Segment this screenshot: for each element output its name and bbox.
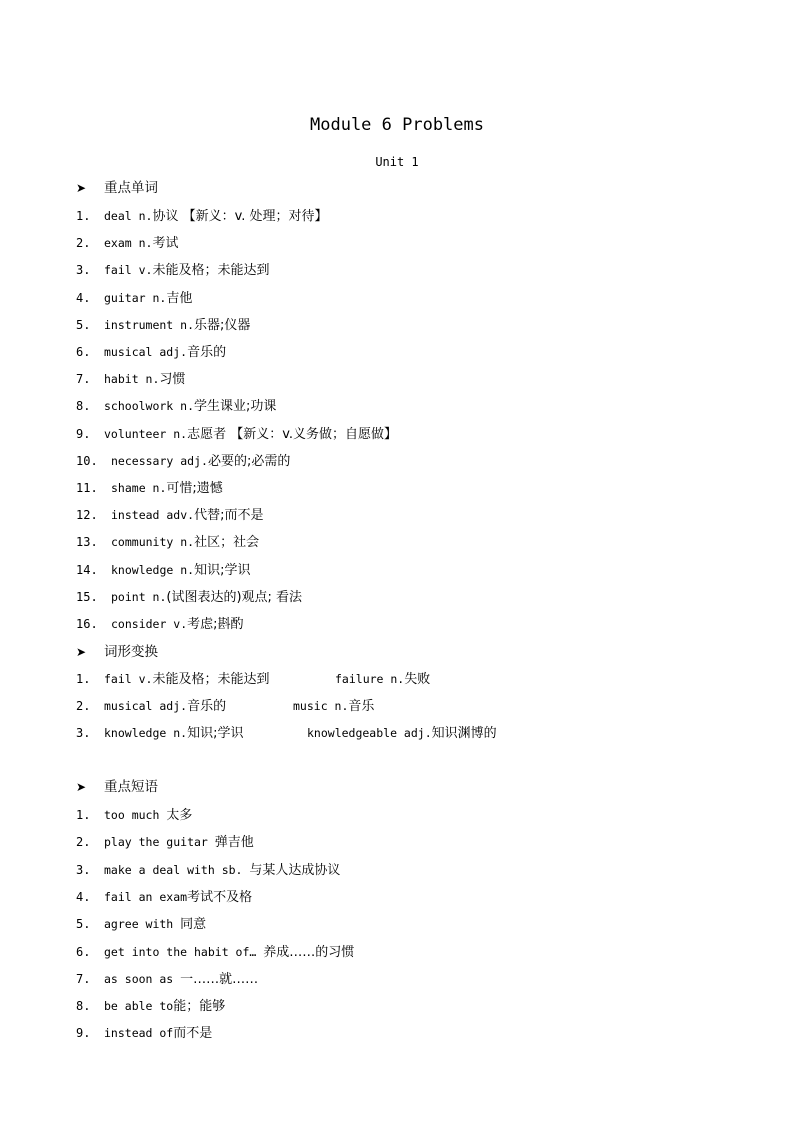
item-english: volunteer n.: [104, 426, 188, 441]
item-chinese: 未能及格；未能达到: [152, 672, 270, 687]
unit-subtitle: Unit 1: [375, 155, 419, 169]
item-english: be able to: [104, 999, 174, 1014]
item-chinese: 社区；社会: [194, 535, 260, 551]
item-chinese: 考试不及格: [187, 889, 253, 905]
item-number: 9.: [76, 1026, 91, 1041]
item-chinese: 协议 【新义：v. 处理；对待】: [152, 209, 328, 224]
item-content: [104, 696, 226, 717]
item-content: [104, 288, 192, 309]
item-number: 3.: [76, 263, 91, 278]
item-chinese: 必要的;必需的: [207, 453, 291, 469]
item-english: fail an exam: [104, 889, 188, 904]
section-heading-text: 词形变换: [104, 644, 158, 660]
item-content: [104, 424, 397, 445]
item-number: 8.: [76, 399, 91, 414]
item-english: point n.: [111, 589, 167, 604]
item-english: fail v.: [104, 263, 153, 278]
item-english: agree with: [104, 917, 181, 932]
item-chinese-derived: 知识渊博的: [431, 726, 497, 742]
item-chinese: 志愿者 【新义：v.义务做；自愿做】: [187, 426, 398, 442]
item-chinese: (试图表达的)观点; 看法: [166, 589, 303, 605]
item-chinese: 一……就……: [180, 971, 259, 987]
item-number: 12.: [76, 508, 98, 523]
item-content: [111, 587, 302, 608]
item-content: [111, 478, 223, 499]
item-english-derived: music n.: [293, 699, 349, 714]
item-number: 2.: [76, 236, 91, 251]
item-number: 1.: [76, 672, 91, 686]
item-content: [104, 315, 250, 336]
section-heading-text: 重点单词: [104, 180, 158, 196]
item-number: 4.: [76, 290, 91, 305]
arrow-bullet-icon: ➤: [76, 780, 87, 794]
item-content: [111, 532, 259, 553]
arrow-bullet-icon: ➤: [76, 181, 87, 195]
item-english: too much: [104, 808, 167, 822]
item-derived-form: [293, 696, 374, 717]
item-number: 5.: [76, 917, 91, 932]
item-number: 9.: [76, 426, 91, 441]
item-chinese: 同意: [180, 917, 207, 933]
item-chinese: 知识;学识: [187, 726, 244, 742]
item-number: 8.: [76, 999, 91, 1014]
item-content: [104, 942, 354, 963]
item-chinese: 习惯: [159, 372, 186, 388]
item-chinese: 代替;而不是: [194, 508, 264, 524]
item-content: [104, 260, 269, 281]
item-english: habit n.: [104, 372, 160, 387]
item-chinese: 而不是: [173, 1026, 213, 1042]
item-english: play the guitar: [104, 835, 215, 850]
item-content: [104, 233, 178, 254]
item-english: consider v.: [111, 617, 188, 631]
item-chinese: 音乐的: [187, 699, 227, 715]
item-chinese: 可惜;遗憾: [166, 481, 223, 496]
item-english: necessary adj.: [111, 453, 208, 468]
item-chinese: 与某人达成协议: [249, 862, 341, 878]
item-number: 7.: [76, 372, 91, 387]
item-chinese: 太多: [166, 808, 193, 823]
item-english: community n.: [111, 535, 195, 550]
item-content: [104, 969, 258, 990]
item-number: 1.: [76, 209, 91, 223]
item-number: 3.: [76, 862, 91, 877]
item-number: 16.: [76, 617, 98, 631]
item-english: get into the habit of…: [104, 944, 264, 959]
item-chinese: 知识;学识: [194, 562, 251, 578]
item-content: [111, 560, 250, 581]
section-heading-text: 重点短语: [104, 779, 158, 795]
item-content: [104, 805, 192, 826]
item-number: 10.: [76, 453, 98, 468]
item-number: 3.: [76, 726, 91, 741]
item-english: knowledge n.: [104, 726, 188, 741]
item-chinese: 考虑;斟酌: [187, 617, 244, 632]
item-chinese: 养成……的习惯: [263, 944, 355, 960]
item-english: shame n.: [111, 481, 167, 495]
item-english: deal n.: [104, 209, 153, 223]
item-content: [104, 1023, 212, 1044]
item-chinese-derived: 音乐: [348, 699, 375, 715]
item-content: [104, 860, 340, 881]
item-chinese: 学生课业;功课: [194, 399, 277, 415]
item-chinese: 吉他: [166, 290, 193, 306]
item-english: guitar n.: [104, 290, 167, 305]
item-english: instead of: [104, 1026, 174, 1041]
item-english-derived: failure n.: [335, 672, 405, 686]
item-content: [111, 505, 263, 526]
item-content: [104, 996, 225, 1017]
item-content: [104, 369, 185, 390]
item-chinese-derived: 失败: [404, 672, 431, 687]
item-english: instrument n.: [104, 317, 195, 332]
item-content: [111, 614, 244, 635]
item-english: fail v.: [104, 672, 153, 686]
item-number: 14.: [76, 562, 98, 577]
item-content: [104, 914, 206, 935]
item-content: [104, 396, 276, 417]
page-title: Module 6 Problems: [310, 115, 484, 135]
item-content: [104, 723, 243, 744]
item-english: musical adj.: [104, 345, 188, 359]
item-number: 5.: [76, 317, 91, 332]
item-number: 13.: [76, 535, 98, 550]
item-derived-form: [307, 723, 497, 744]
item-number: 6.: [76, 345, 91, 359]
item-english: schoolwork n.: [104, 399, 195, 414]
item-content: [104, 887, 252, 908]
item-number: 4.: [76, 889, 91, 904]
item-number: 6.: [76, 944, 91, 959]
item-derived-form: [335, 669, 430, 690]
item-english: knowledge n.: [111, 562, 195, 577]
item-content: [104, 832, 254, 853]
item-content: [104, 342, 226, 363]
item-english: as soon as: [104, 971, 181, 986]
item-english: exam n.: [104, 236, 153, 251]
item-number: 7.: [76, 971, 91, 986]
item-chinese: 弹吉他: [214, 835, 254, 851]
item-chinese: 考试: [152, 236, 179, 252]
item-number: 11.: [76, 481, 98, 495]
item-content: [104, 206, 328, 227]
item-number: 1.: [76, 808, 91, 822]
item-content: [104, 669, 269, 690]
item-english: make a deal with sb.: [104, 862, 250, 877]
item-english: instead adv.: [111, 508, 195, 523]
item-number: 15.: [76, 589, 98, 604]
item-chinese: 能；能够: [173, 999, 226, 1015]
item-content: [111, 451, 290, 472]
item-chinese: 音乐的: [187, 345, 227, 360]
item-number: 2.: [76, 699, 91, 714]
item-chinese: 未能及格；未能达到: [152, 263, 270, 279]
item-english-derived: knowledgeable adj.: [307, 726, 432, 741]
item-english: musical adj.: [104, 699, 188, 714]
item-number: 2.: [76, 835, 91, 850]
item-chinese: 乐器;仪器: [194, 317, 251, 333]
arrow-bullet-icon: ➤: [76, 645, 87, 659]
